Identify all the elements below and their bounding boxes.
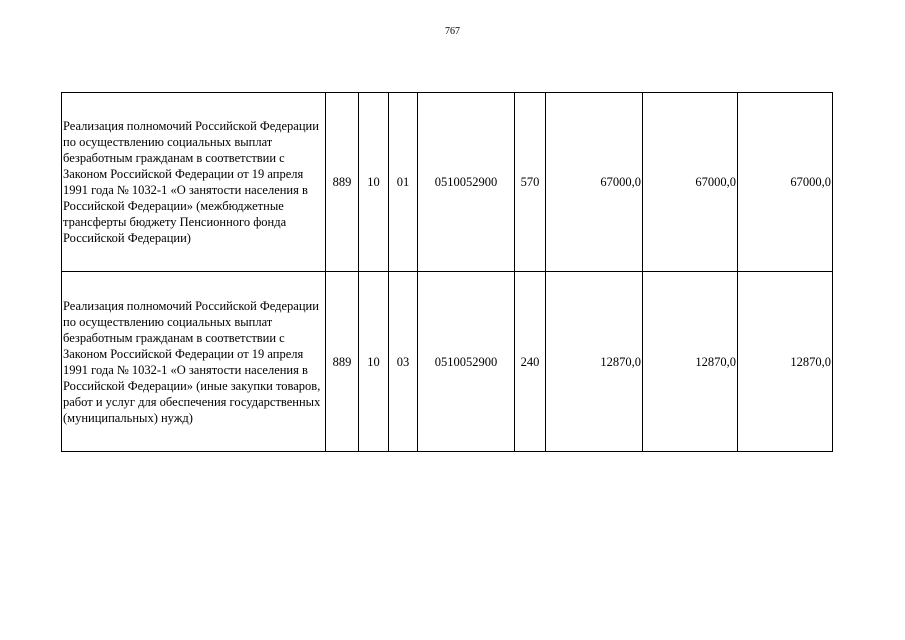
ministry-code: 889 bbox=[326, 93, 359, 272]
row-description: Реализация полномочий Российской Федерации по осуществлению социальных выплат безработным гражданам в соответствии с Законом Российской Федерации от 19 апреля 1991 года № 1032-1 «О занятости населения в Российской Федерации» (иные закупки товаров, работ и услуг для обеспечения государственных (муниципальных) нужд) bbox=[62, 272, 326, 452]
subsection-code: 03 bbox=[389, 272, 418, 452]
ministry-code: 889 bbox=[326, 272, 359, 452]
page-number: 767 bbox=[445, 26, 460, 37]
amount-year-1: 12870,0 bbox=[546, 272, 643, 452]
amount-year-3: 67000,0 bbox=[738, 93, 833, 272]
amount-year-2: 12870,0 bbox=[643, 272, 738, 452]
amount-year-1: 67000,0 bbox=[546, 93, 643, 272]
subsection-code: 01 bbox=[389, 93, 418, 272]
table-row bbox=[62, 272, 833, 452]
row-description: Реализация полномочий Российской Федерации по осуществлению социальных выплат безработным гражданам в соответствии с Законом Российской Федерации от 19 апреля 1991 года № 1032-1 «О занятости населения в Российской Федерации» (межбюджетные трансферты бюджету Пенсионного фонда Российской Федерации) bbox=[62, 93, 326, 272]
section-code: 10 bbox=[359, 272, 389, 452]
amount-year-2: 67000,0 bbox=[643, 93, 738, 272]
target-article-code: 0510052900 bbox=[418, 272, 515, 452]
expense-type-code: 240 bbox=[515, 272, 546, 452]
table-row bbox=[62, 93, 833, 272]
section-code: 10 bbox=[359, 93, 389, 272]
budget-table bbox=[61, 92, 833, 452]
target-article-code: 0510052900 bbox=[418, 93, 515, 272]
amount-year-3: 12870,0 bbox=[738, 272, 833, 452]
expense-type-code: 570 bbox=[515, 93, 546, 272]
